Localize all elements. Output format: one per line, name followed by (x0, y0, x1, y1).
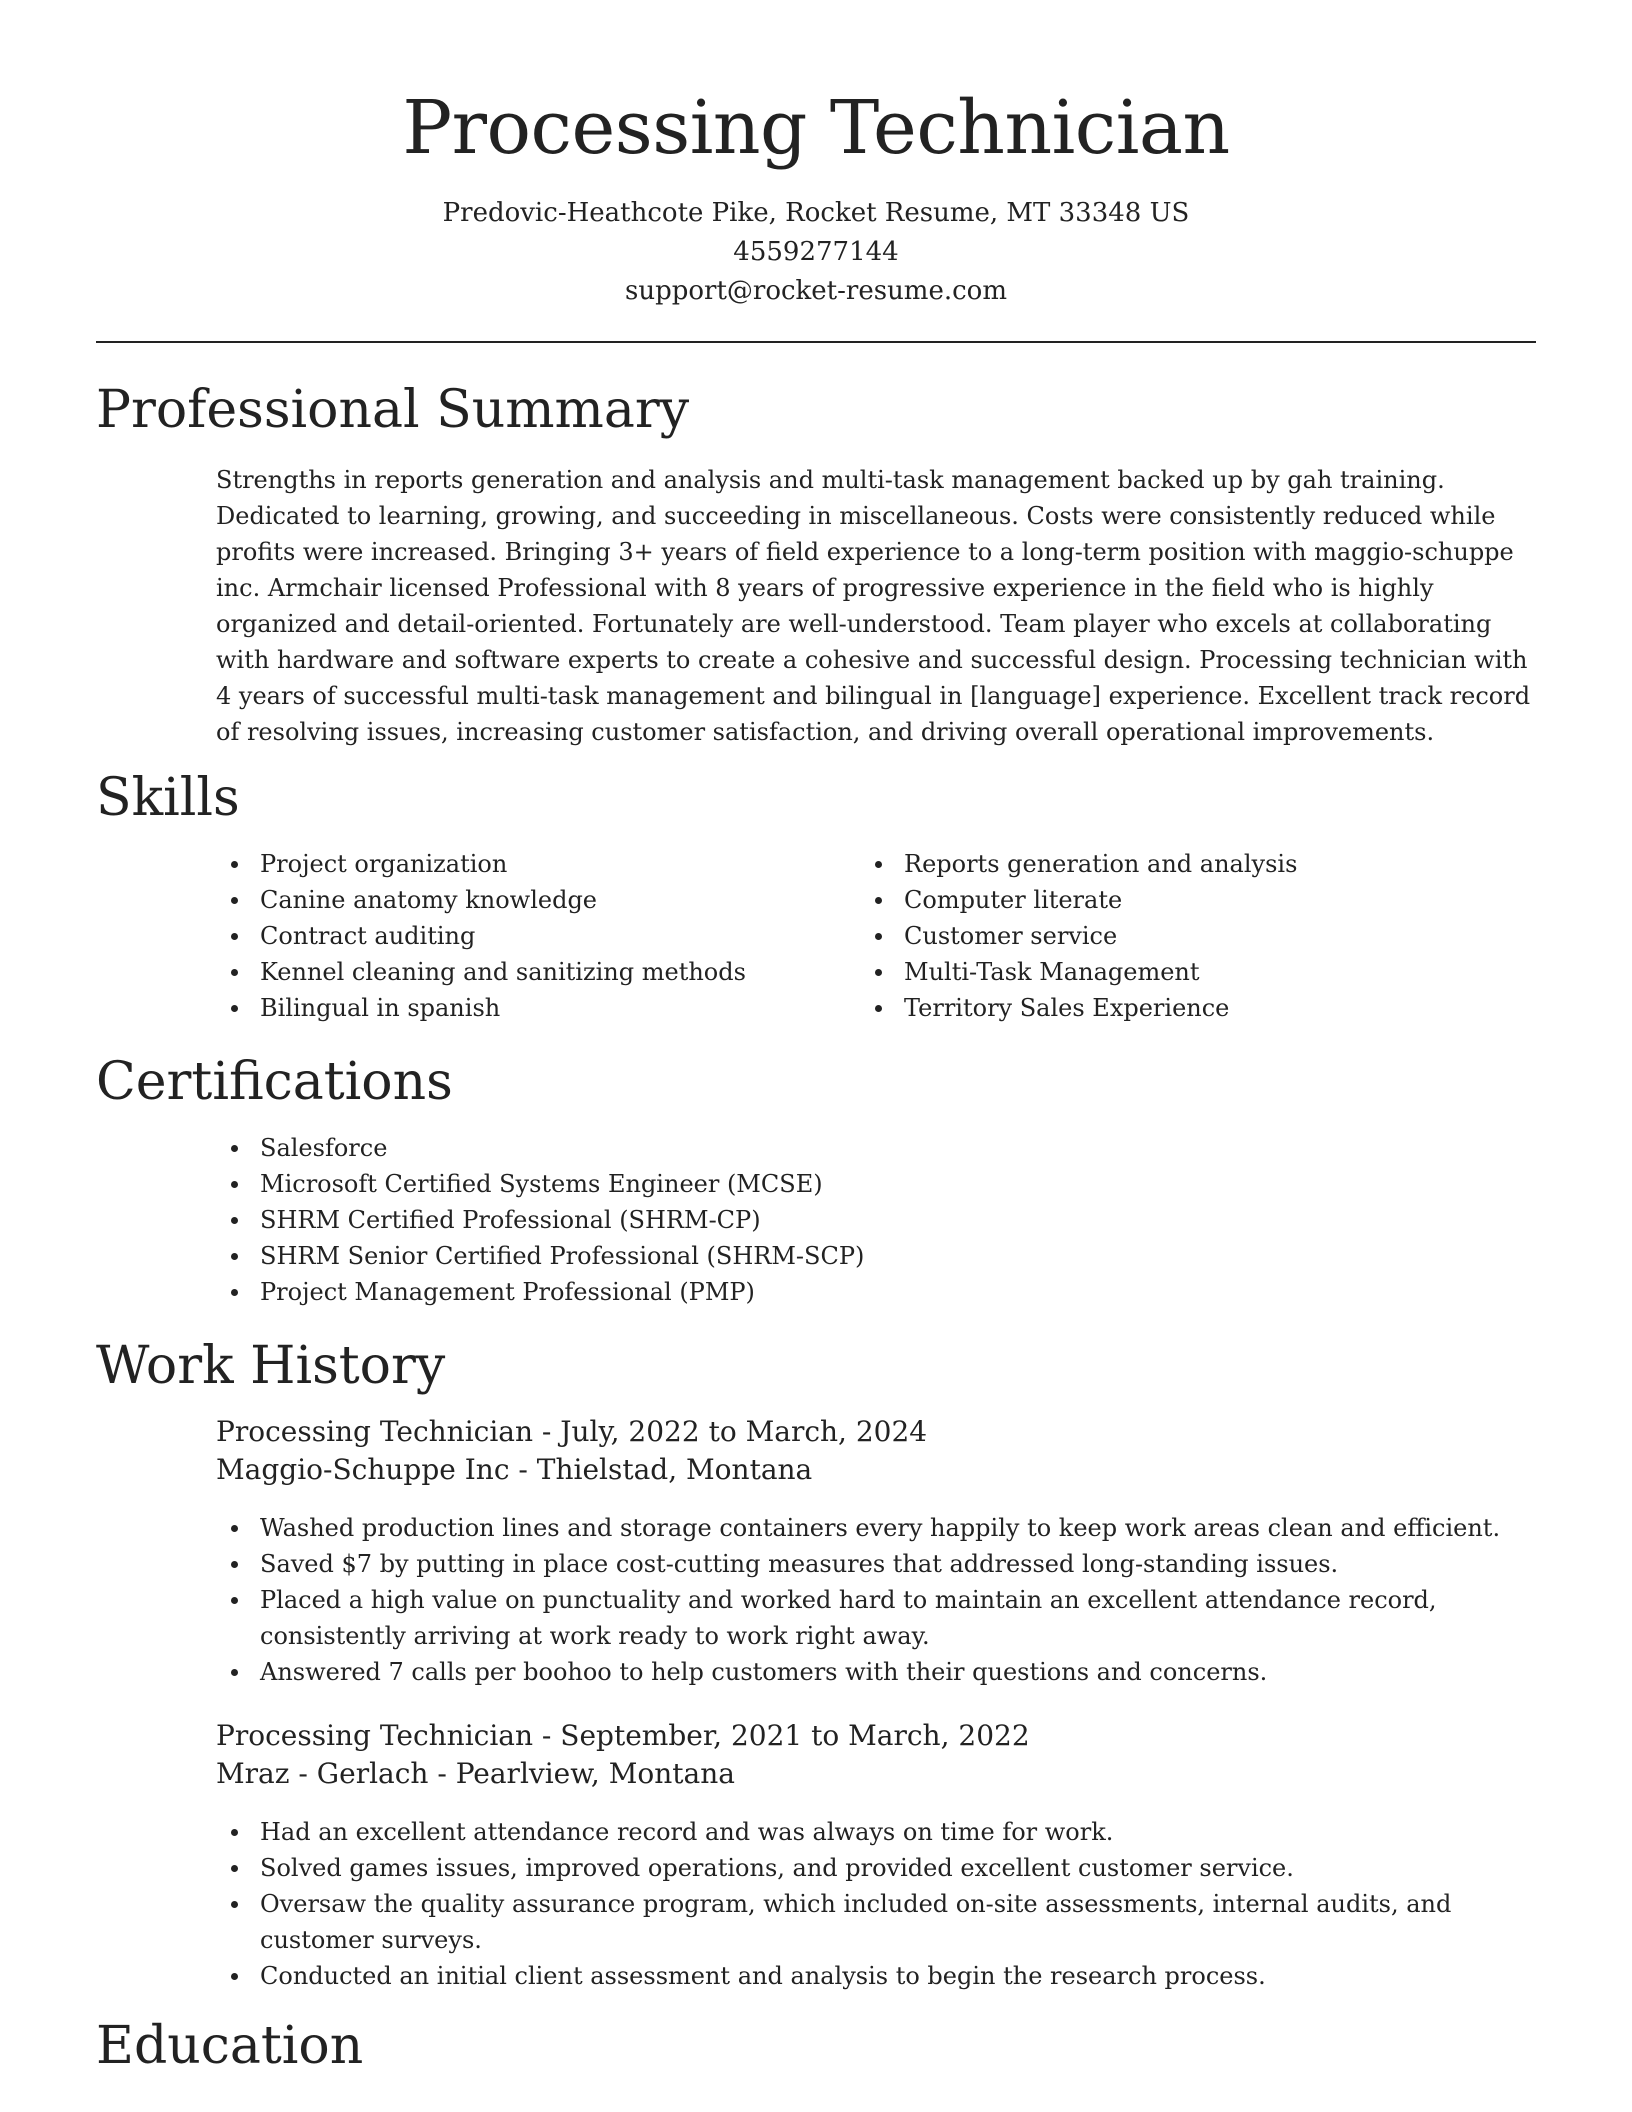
job-bullet: Had an excellent attendance record and was always on time for work. (216, 1814, 1546, 1850)
job-title: Processing Technician (216, 1719, 534, 1752)
certification-item: SHRM Certified Professional (SHRM-CP) (216, 1202, 1536, 1238)
candidate-name: Processing Technician (402, 85, 1230, 171)
certification-item: SHRM Senior Certified Professional (SHRM-SCP) (216, 1238, 1536, 1274)
job-bullet: Answered 7 calls per boohoo to help customers with their questions and concerns. (216, 1654, 1546, 1690)
contact-block (0, 194, 1632, 311)
job-company: Mraz - Gerlach (216, 1757, 429, 1790)
certification-item: Microsoft Certified Systems Engineer (MCSE) (216, 1166, 1536, 1202)
job-dates: - September, 2021 to March, 2022 (533, 1719, 1030, 1752)
summary-text: Strengths in reports generation and analysis and multi-task management backed up by gah training. Dedicated to learning, growing, and succeeding in miscellaneous. Costs were consistently reduced while profits were increased. Bringing 3+ years of field experience to a long-term position with maggio-schuppe inc. Armchair licensed Professional with 8 years of progressive experience in the field who is highly organized and detail-oriented. Fortunately are well-understood. Team player who excels at collaborating with hardware and software experts to create a cohesive and successful design. Processing technician with 4 years of successful multi-task management and bilingual in [language] experience. Excellent track record of resolving issues, increasing customer satisfaction, and driving overall operational improvements. (216, 466, 1531, 746)
skill-item: Territory Sales Experience (860, 990, 1500, 1026)
phone-text: 4559277144 (733, 237, 899, 267)
job-bullet: Oversaw the quality assurance program, which included on-site assessments, internal audits, and customer surveys. (216, 1886, 1546, 1958)
job-bullet: Conducted an initial client assessment and analysis to begin the research process. (216, 1958, 1546, 1994)
skills-left-column (216, 846, 856, 1026)
job-title-line (216, 1412, 927, 1452)
skill-item: Customer service (860, 918, 1500, 954)
skills-right-column (860, 846, 1500, 1026)
job-bullet: Solved games issues, improved operations, and provided excellent customer service. (216, 1850, 1546, 1886)
skill-item: Reports generation and analysis (860, 846, 1500, 882)
job-company: Maggio-Schuppe Inc (216, 1453, 510, 1486)
certification-item: Project Management Professional (PMP) (216, 1274, 1536, 1310)
work-history-heading: Work History (96, 1336, 446, 1396)
certifications-list (216, 1130, 1536, 1310)
header-divider (96, 341, 1536, 343)
job-company-line (216, 1450, 812, 1490)
job-location: - Pearlview, Montana (428, 1757, 735, 1790)
certification-item: Salesforce (216, 1130, 1536, 1166)
job-bullet: Washed production lines and storage containers every happily to keep work areas clean and efficient. (216, 1510, 1546, 1546)
email-text: support@rocket-resume.com (624, 276, 1007, 306)
skill-item: Canine anatomy knowledge (216, 882, 856, 918)
job-bullet: Saved $7 by putting in place cost-cutting measures that addressed long-standing issues. (216, 1546, 1546, 1582)
summary-heading: Professional Summary (96, 380, 690, 440)
job-bullets-block (216, 1814, 1546, 1994)
certifications-block (216, 1130, 1536, 1310)
skills-right-list (860, 846, 1500, 1026)
skill-item: Bilingual in spanish (216, 990, 856, 1026)
skill-item: Project organization (216, 846, 856, 882)
education-heading: Education (96, 2016, 364, 2076)
certifications-heading: Certifications (96, 1052, 453, 1112)
skill-item: Multi-Task Management (860, 954, 1500, 990)
skill-item: Computer literate (860, 882, 1500, 918)
skill-item: Contract auditing (216, 918, 856, 954)
job-bullet-list (216, 1510, 1546, 1690)
job-company-line (216, 1754, 735, 1794)
job-bullet-list (216, 1814, 1546, 1994)
job-dates: - July, 2022 to March, 2024 (533, 1415, 928, 1448)
skill-item: Kennel cleaning and sanitizing methods (216, 954, 856, 990)
address-text: Predovic-Heathcote Pike, Rocket Resume, MT 33348 US (442, 198, 1190, 228)
job-title: Processing Technician (216, 1415, 534, 1448)
resume-header (0, 78, 1632, 311)
job-title-line (216, 1716, 1030, 1756)
skills-left-list (216, 846, 856, 1026)
job-bullet: Placed a high value on punctuality and worked hard to maintain an excellent attendance record, consistently arriving at work ready to work right away. (216, 1582, 1546, 1654)
job-bullets-block (216, 1510, 1546, 1690)
skills-heading: Skills (96, 768, 240, 828)
job-location: - Thielstad, Montana (509, 1453, 813, 1486)
